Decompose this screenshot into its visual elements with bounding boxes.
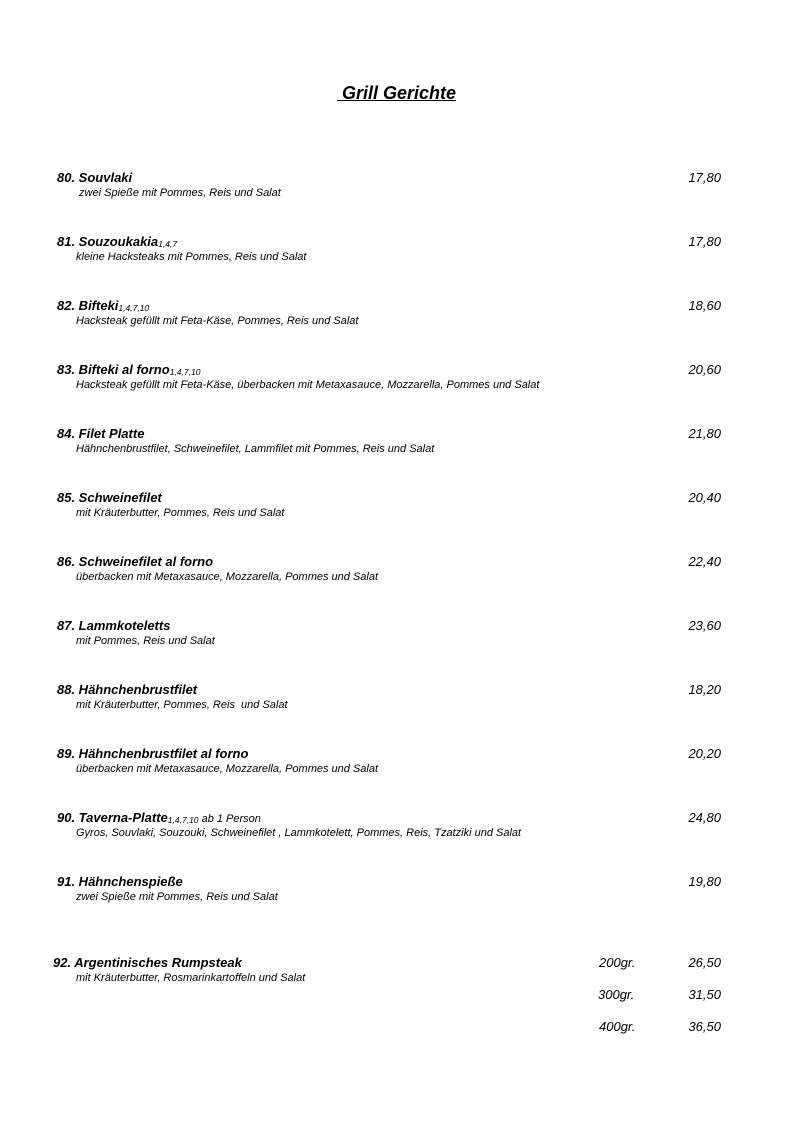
item-title: 87. Lammkoteletts [57,618,171,633]
menu-item [0,810,793,850]
item-price: 23,60 [688,618,721,633]
item-price: 21,80 [688,426,721,441]
item-title: 85. Schweinefilet [57,490,162,505]
menu-item [0,362,793,402]
item-title: 82. Bifteki [57,298,119,313]
page-title: Grill Gerichte [336,83,457,103]
item-price: 20,40 [688,490,721,505]
item-name [57,298,149,313]
item-description: Hacksteak gefüllt mit Feta-Käse, Pommes, Reis und Salat [76,315,359,327]
item-description: kleine Hacksteaks mit Pommes, Reis und Salat [76,251,307,263]
allergen-codes: 1,4,7 [158,239,178,249]
item-title: 86. Schweinefilet al forno [57,554,214,569]
item-description: Gyros, Souvlaki, Souzouki, Schweinefilet , Lammkotelett, Pommes, Reis, Tzatziki und Salat [76,827,522,839]
size-weight: 400gr. [599,1019,636,1034]
item-price: 18,60 [688,298,721,313]
menu-item [0,490,793,530]
item-title: 91. Hähnchenspieße [57,874,183,889]
size-price: 26,50 [688,955,721,970]
allergen-codes: 1,4,7,10 [167,815,199,825]
item-description: mit Kräuterbutter, Pommes, Reis und Salat [76,507,285,519]
item-description: überbacken mit Metaxasauce, Mozzarella, Pommes und Salat [76,571,379,583]
menu-item [0,618,793,658]
item-description: mit Kräuterbutter, Rosmarinkartoffeln und Salat [76,972,306,984]
menu-item [0,746,793,786]
item-price: 19,80 [688,874,721,889]
item-note: ab 1 Person [198,813,261,825]
item-name [57,874,183,889]
item-name [57,426,144,441]
menu-item [0,682,793,722]
item-description: Hacksteak gefüllt mit Feta-Käse, überbacken mit Metaxasauce, Mozzarella, Pommes und Salat [76,379,540,391]
item-price: 22,40 [688,554,721,569]
item-title: 81. Souzoukakia [57,234,159,249]
item-price: 24,80 [688,810,721,825]
item-name [57,746,248,761]
item-description: mit Pommes, Reis und Salat [76,635,215,647]
item-price: 20,20 [688,746,721,761]
allergen-codes: 1,4,7,10 [169,367,201,377]
item-price: 17,80 [688,170,721,185]
item-title: 83. Bifteki al forno [57,362,170,377]
item-title: 80. Souvlaki [57,170,133,185]
item-title: 90. Taverna-Platte [57,810,168,825]
item-description: zwei Spieße mit Pommes, Reis und Salat [76,187,281,199]
item-name [57,490,162,505]
menu-item [0,426,793,466]
item-title: 89. Hähnchenbrustfilet al forno [57,746,249,761]
item-price: 20,60 [688,362,721,377]
size-weight: 300gr. [598,987,635,1002]
item-description: überbacken mit Metaxasauce, Mozzarella, Pommes und Salat [76,763,379,775]
menu-item [0,298,793,338]
size-price: 31,50 [688,987,721,1002]
item-name [57,234,177,249]
item-name [57,554,213,569]
item-name [57,362,200,377]
item-name [57,170,132,185]
menu-item [0,170,793,210]
item-price: 17,80 [688,234,721,249]
allergen-codes: 1,4,7,10 [118,303,150,313]
item-name [57,810,261,825]
menu-item [0,874,793,914]
size-price: 36,50 [688,1019,721,1034]
item-title: 84. Filet Platte [57,426,145,441]
item-name [57,618,170,633]
menu-item-steak [0,955,793,1045]
item-description: zwei Spieße mit Pommes, Reis und Salat [76,891,278,903]
item-description: mit Kräuterbutter, Pommes, Reis und Salat [76,699,288,711]
item-description: Hähnchenbrustfilet, Schweinefilet, Lammfilet mit Pommes, Reis und Salat [76,443,435,455]
item-name: 92. Argentinisches Rumpsteak [53,955,242,970]
menu-item [0,554,793,594]
size-weight: 200gr. [599,955,636,970]
item-title: 88. Hähnchenbrustfilet [57,682,198,697]
item-name [57,682,197,697]
menu-item [0,234,793,274]
item-price: 18,20 [688,682,721,697]
